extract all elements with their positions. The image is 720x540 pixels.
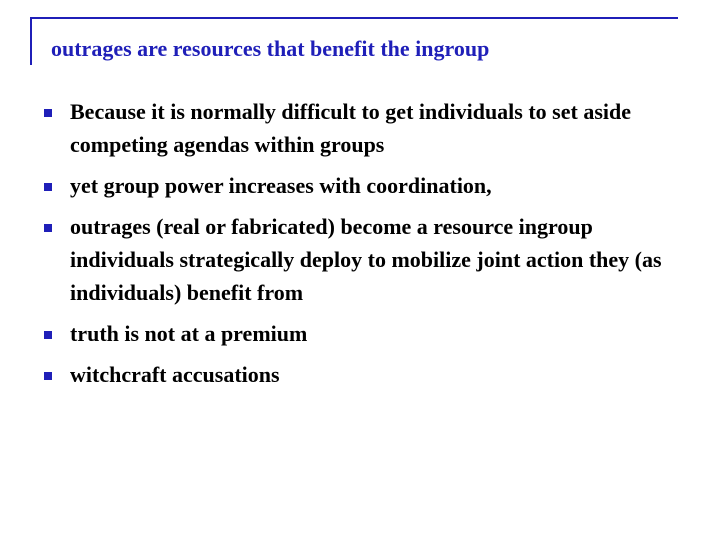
bullet-text: outrages (real or fabricated) become a resource ingroup individuals strategically deploy to mobilize joint action they (as individuals) benefit from	[70, 214, 662, 305]
title-frame-left-rule	[30, 17, 32, 65]
bullet-item	[0, 169, 720, 202]
bullet-text: witchcraft accusations	[70, 362, 280, 387]
bullet-item	[0, 210, 720, 309]
square-bullet-icon	[44, 372, 52, 380]
bullet-text: truth is not at a premium	[70, 321, 308, 346]
bullet-item	[0, 358, 720, 391]
bullet-list	[0, 95, 720, 399]
slide-title: outrages are resources that benefit the ingroup	[51, 36, 490, 61]
square-bullet-icon	[44, 224, 52, 232]
bullet-item	[0, 317, 720, 350]
square-bullet-icon	[44, 109, 52, 117]
square-bullet-icon	[44, 331, 52, 339]
bullet-item	[0, 95, 720, 161]
bullet-text: yet group power increases with coordination,	[70, 173, 492, 198]
bullet-text: Because it is normally difficult to get individuals to set aside competing agendas within groups	[70, 99, 631, 157]
title-frame-top-rule	[30, 17, 678, 19]
square-bullet-icon	[44, 183, 52, 191]
